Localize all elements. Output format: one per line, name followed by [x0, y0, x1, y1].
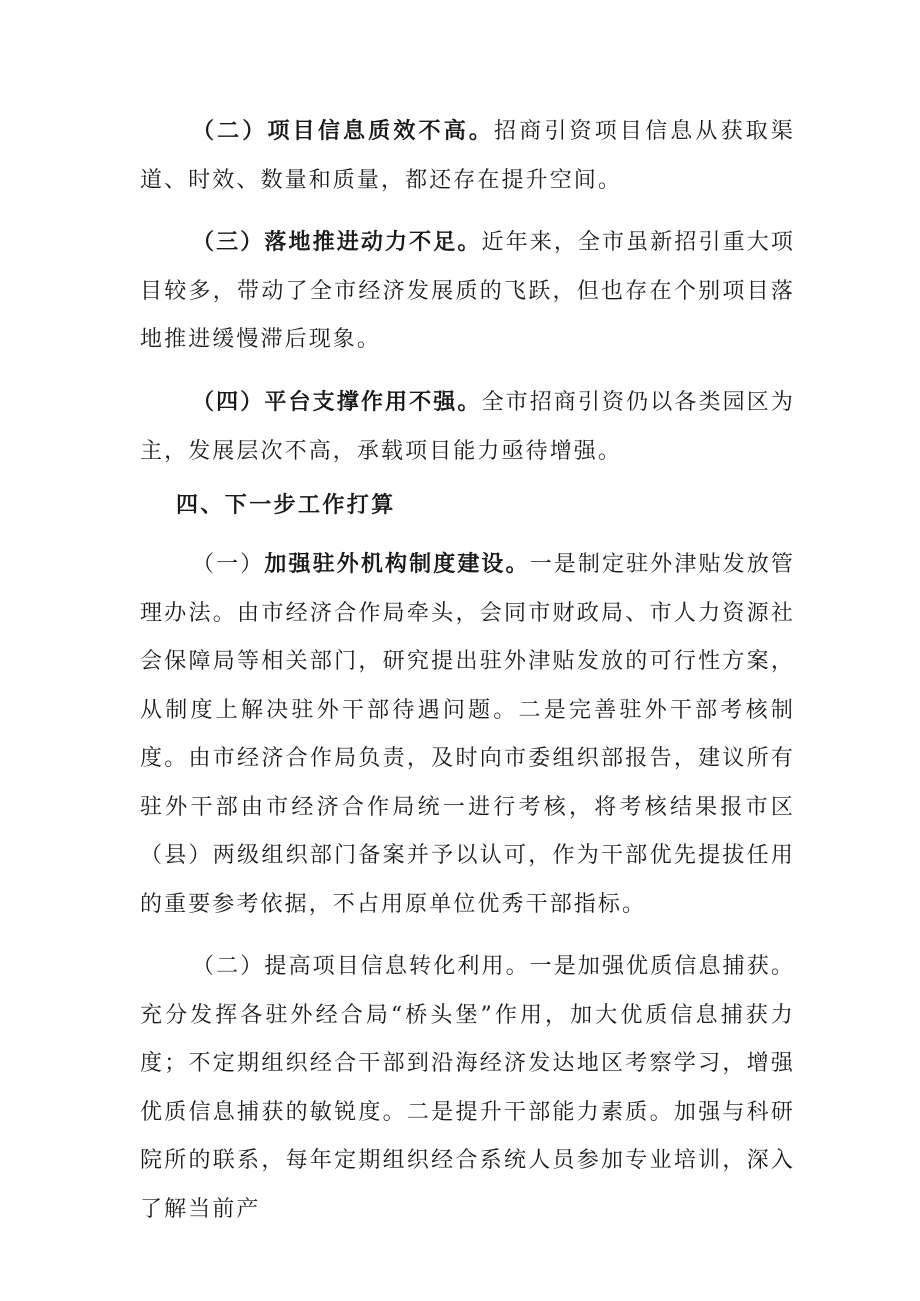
- paragraph-body: 一是制定驻外津贴发放管理办法。由市经济合作局牵头，会同市财政局、市人力资源社会保障局等相关部门，研究提出驻外津贴发放的可行性方案，从制度上解决驻外干部待遇问题。二是完善驻外干部考核制度。由市经济合作局负责，及时向市委组织部报告，建议所有驻外干部由市经济合作局统一进行考核，将考核结果报市区（县）两级组织部门备案并予以认可，作为干部优先提拔任用的重要参考依据，不占用原单位优秀干部指标。: [140, 552, 795, 917]
- paragraph-prefix: （一）: [192, 552, 265, 577]
- paragraph-lead: （三）落地推进动力不足。: [192, 229, 482, 255]
- paragraph-body: 全市招商引资仍以各类园区为主，发展层次不高，承载项目能力亟待增强。: [140, 390, 795, 464]
- paragraph-institution-building: [140, 540, 795, 929]
- paragraph-project-info-quality: [140, 107, 795, 205]
- paragraph-body: 近年来，全市虽新招引重大项目较多，带动了全市经济发展质的飞跃，但也存在个别项目落地推进缓慢滞后现象。: [140, 230, 795, 352]
- paragraph-platform-support: [140, 378, 795, 476]
- paragraph-lead: （二）项目信息质效不高。: [192, 118, 495, 144]
- paragraph-body: 招商引资项目信息从获取渠道、时效、数量和质量，都还存在提升空间。: [140, 119, 796, 193]
- paragraph-project-landing: [140, 218, 795, 365]
- section-heading: 四、下一步工作打算: [176, 492, 396, 518]
- paragraph-body: （二）提高项目信息转化利用。一是加强优质信息捕获。充分发挥各驻外经合局“桥头堡”作用，加大优质信息捕获力度；不定期组织经合干部到沿海经济发达地区考察学习，增强优质信息捕获的敏锐度。二是提升干部能力素质。加强与科研院所的联系，每年定期组织经合系统人员参加专业培训，深入了解当前产: [140, 954, 795, 1222]
- paragraph-lead: 加强驻外机构制度建设。: [264, 551, 530, 577]
- paragraph-project-info-conversion: [140, 943, 795, 1234]
- paragraph-lead: （四）平台支撑作用不强。: [192, 389, 482, 415]
